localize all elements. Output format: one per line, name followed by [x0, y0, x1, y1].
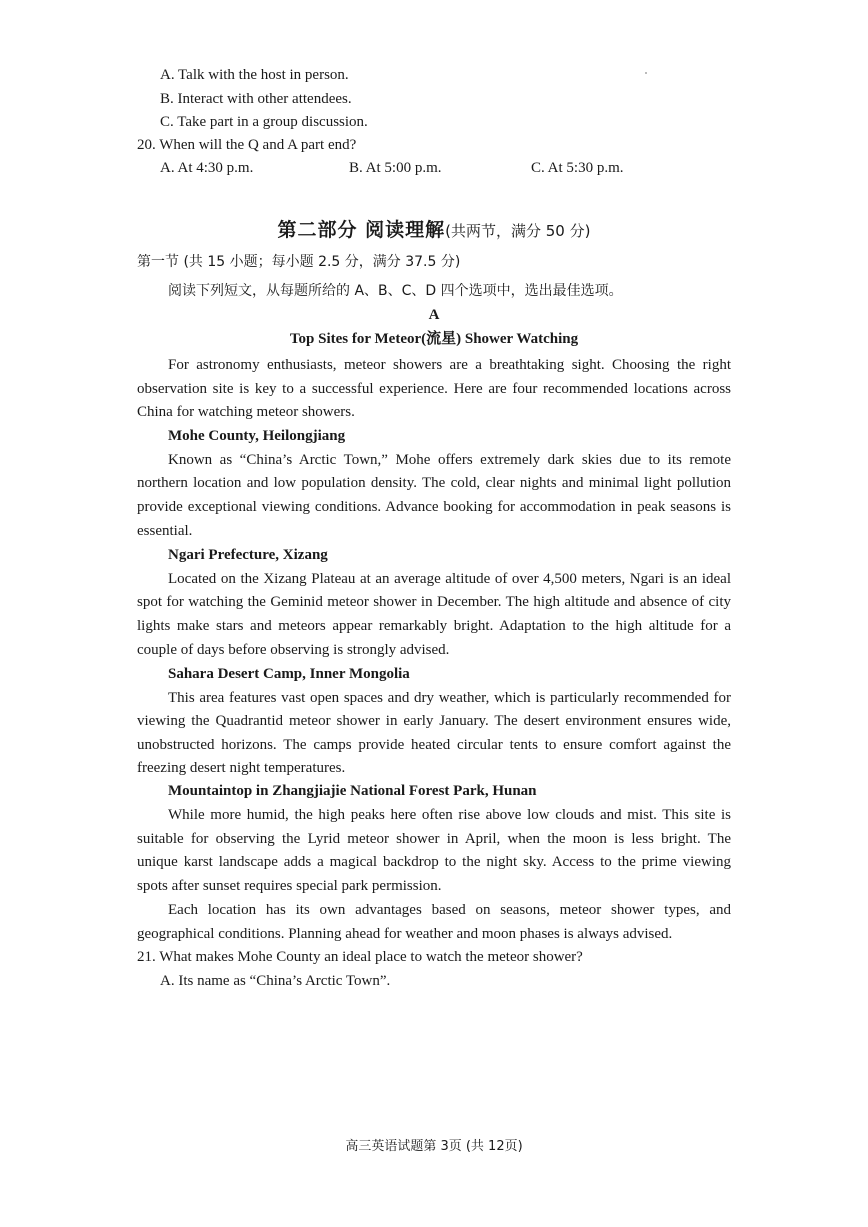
intro-line-3: China for watching meteor showers. [137, 404, 355, 420]
q20-question: 20. When will the Q and A part end? [137, 137, 357, 153]
site2-line-1: Located on the Xizang Plateau at an average altitude of over 4,500 meters, Ngari is an ideal [168, 571, 731, 587]
site1-line-1: Known as “China’s Arctic Town,” Mohe offers extremely dark skies due to its remote [168, 452, 731, 468]
passage-letter: A [428, 307, 440, 323]
scan-speck [645, 72, 647, 74]
page-footer: 高三英语试题第 3页 (共 12页) [345, 1139, 523, 1154]
site4-heading: Mountaintop in Zhangjiajie National Forest Park, Hunan [168, 783, 537, 799]
closing-line-2: geographical conditions. Planning ahead for weather and moon phases is always advised. [137, 926, 673, 942]
site2-line-2: spot for watching the Geminid meteor shower in December. The high altitude and absence of city [137, 594, 731, 610]
q19-option-b[interactable]: B. Interact with other attendees. [160, 91, 352, 107]
site2-line-4: couple of days before observing is strongly advised. [137, 642, 450, 658]
site2-heading: Ngari Prefecture, Xizang [168, 547, 328, 563]
closing-line-1: Each location has its own advantages based on seasons, meteor shower types, and [168, 902, 731, 918]
q21-option-a[interactable]: A. Its name as “China’s Arctic Town”. [160, 973, 391, 989]
site3-heading: Sahara Desert Camp, Inner Mongolia [168, 666, 410, 682]
part2-subtitle: (共两节，满分 50 分) [445, 222, 591, 240]
site1-line-4: essential. [137, 523, 193, 539]
part2-heading [0, 218, 868, 243]
intro-line-1: For astronomy enthusiasts, meteor showers are a breathtaking sight. Choosing the right [168, 357, 731, 373]
passage-title: Top Sites for Meteor(流星) Shower Watching [289, 331, 579, 347]
site1-heading: Mohe County, Heilongjiang [168, 428, 346, 444]
site3-line-2: viewing the Quadrantid meteor shower in early January. The desert environment ensures wide, [137, 713, 731, 729]
site4-line-1: While more humid, the high peaks here often rise above low clouds and mist. This site is [168, 807, 731, 823]
site3-line-3: unobstructed horizons. The camps provide heated circular tents to ensure comfort against the [137, 737, 731, 753]
q19-option-c[interactable]: C. Take part in a group discussion. [160, 114, 368, 130]
site2-line-3: lights make stars and meteors appear remarkably bright. Adaptation to the high altitude for a [137, 618, 731, 634]
site1-line-3: provide exceptional viewing conditions. Advance booking for accommodation in peak seasons is [137, 499, 731, 515]
intro-line-2: observation site is key to a successful experience. Here are four recommended locations across [137, 381, 731, 397]
q20-option-c[interactable]: C. At 5:30 p.m. [531, 160, 624, 176]
reading-instruction: 阅读下列短文，从每题所给的 A、B、C、D 四个选项中，选出最佳选项。 [168, 283, 623, 299]
q20-option-a[interactable]: A. At 4:30 p.m. [160, 160, 254, 176]
site4-line-4: spots after sunset requires special park permission. [137, 878, 442, 894]
site3-line-4: freezing desert night temperatures. [137, 760, 346, 776]
q20-option-b[interactable]: B. At 5:00 p.m. [349, 160, 442, 176]
section1-heading: 第一节 (共 15 小题；每小题 2.5 分，满分 37.5 分) [137, 254, 461, 270]
site3-line-1: This area features vast open spaces and dry weather, which is particularly recommended for [168, 690, 731, 706]
part2-title: 第二部分 阅读理解 [277, 219, 446, 241]
q19-option-a[interactable]: A. Talk with the host in person. [160, 67, 349, 83]
site4-line-2: suitable for observing the Lyrid meteor shower in April, when the moon is less bright. The [137, 831, 731, 847]
site1-line-2: northern location and low population density. The cold, clear nights and minimal light pollution [137, 475, 731, 491]
q21-question: 21. What makes Mohe County an ideal place to watch the meteor shower? [137, 949, 583, 965]
site4-line-3: unique karst landscape adds a magical backdrop to the night sky. Access to the prime viewing [137, 854, 731, 870]
